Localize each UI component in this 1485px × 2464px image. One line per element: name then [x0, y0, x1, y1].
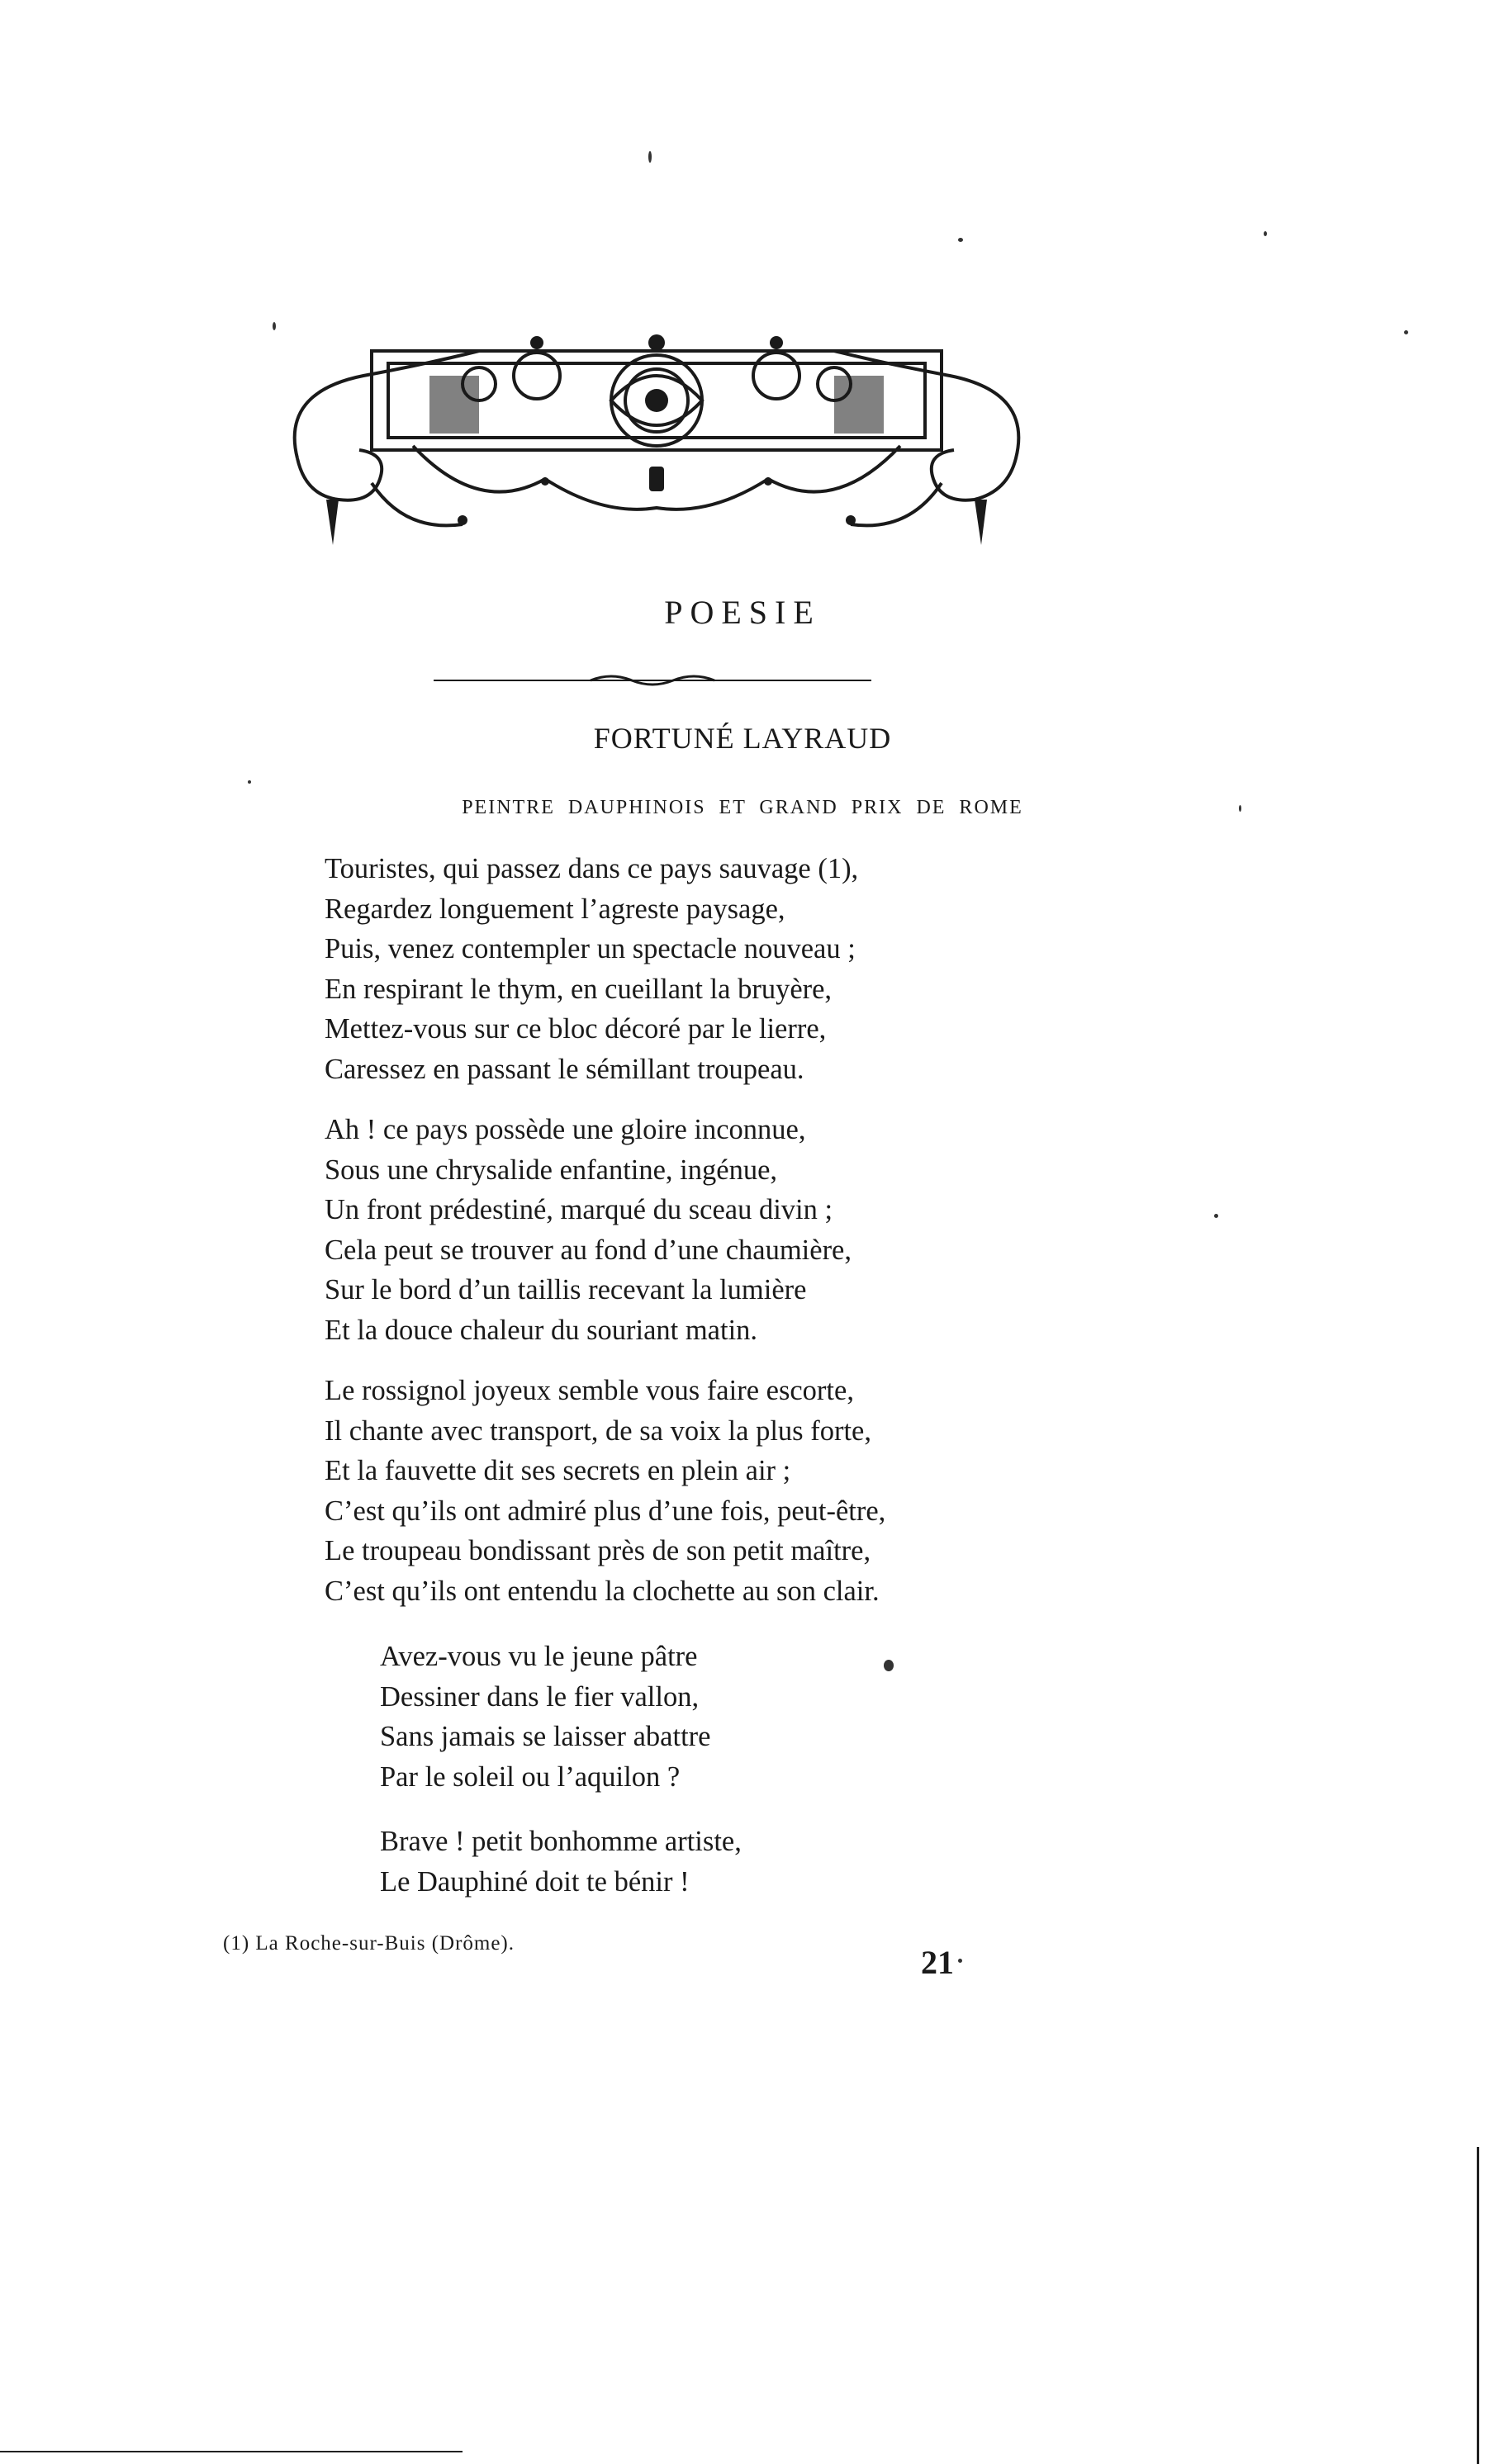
verse-line: Caressez en passant le sémillant troupeau.	[325, 1053, 804, 1085]
page-heading: POESIE	[664, 594, 821, 631]
verse-line: Avez-vous vu le jeune pâtre	[380, 1641, 698, 1672]
decorative-rule	[434, 670, 871, 690]
scan-speck	[958, 1959, 962, 1963]
verse-line: Sous une chrysalide enfantine, ingénue,	[325, 1154, 778, 1186]
verse-line: Touristes, qui passez dans ce pays sauvage (1),	[325, 853, 859, 884]
verse-line: C’est qu’ils ont admiré plus d’une fois, peut-être,	[325, 1495, 886, 1527]
scan-speck	[1264, 231, 1267, 236]
verse-line: C’est qu’ils ont entendu la clochette au son clair.	[325, 1575, 880, 1607]
verse-line: Le rossignol joyeux semble vous faire escorte,	[325, 1375, 854, 1406]
verse-line: Dessiner dans le fier vallon,	[380, 1680, 700, 1713]
stanza-2	[325, 1110, 1068, 1350]
verse-line: Un front prédestiné, marqué du sceau divin ;	[325, 1194, 833, 1225]
scan-speck	[958, 238, 963, 242]
verse-line: Sur le bord d’un taillis recevant la lumière	[325, 1274, 807, 1305]
scan-speck	[1239, 805, 1241, 812]
verse-line: Et la douce chaleur du souriant matin.	[325, 1314, 758, 1346]
page-edge-line	[1477, 2147, 1479, 2464]
verse-line: Regardez longuement l’agreste paysage,	[325, 893, 785, 925]
verse-line: Cela peut se trouver au fond d’une chaumière,	[325, 1234, 852, 1266]
poem-subtitle: PEINTRE DAUPHINOIS ET GRAND PRIX DE ROME	[462, 797, 1023, 818]
verse-line: Par le soleil ou l’aquilon ?	[380, 1760, 681, 1793]
verse-line: Il chante avec transport, de sa voix la plus forte,	[325, 1414, 871, 1447]
poem-title: FORTUNÉ LAYRAUD	[593, 722, 892, 755]
stanza-5	[380, 1822, 1123, 1902]
verse-line: Mettez-vous sur ce bloc décoré par le lierre,	[325, 1013, 827, 1045]
page-number: 21	[921, 1944, 954, 1981]
verse-line: Brave ! petit bonhomme artiste,	[380, 1826, 742, 1857]
verse-line: Le troupeau bondissant près de son petit maître,	[325, 1535, 871, 1566]
scan-speck	[1404, 330, 1408, 334]
stanza-1	[325, 849, 1068, 1089]
ornamental-headpiece	[264, 318, 1049, 566]
scan-speck	[1214, 1214, 1218, 1218]
verse-line: En respirant le thym, en cueillant la bruyère,	[325, 973, 833, 1005]
verse-line: Et la fauvette dit ses secrets en plein air ;	[325, 1455, 791, 1486]
stanza-3	[325, 1371, 1068, 1611]
verse-line: Le Dauphiné doit te bénir !	[380, 1865, 690, 1898]
verse-line: Ah ! ce pays possède une gloire inconnue,	[325, 1114, 806, 1145]
verse-line: Sans jamais se laisser abattre	[380, 1721, 711, 1752]
verse-line: Puis, venez contempler un spectacle nouveau ;	[325, 933, 856, 964]
scan-speck	[273, 322, 276, 330]
stanza-4	[380, 1637, 1123, 1797]
page-edge-line	[0, 2451, 463, 2452]
footnote: (1) La Roche-sur-Buis (Drôme).	[223, 1932, 515, 1955]
scan-speck	[884, 1660, 894, 1671]
scan-speck	[248, 780, 251, 784]
scan-speck	[648, 151, 652, 163]
